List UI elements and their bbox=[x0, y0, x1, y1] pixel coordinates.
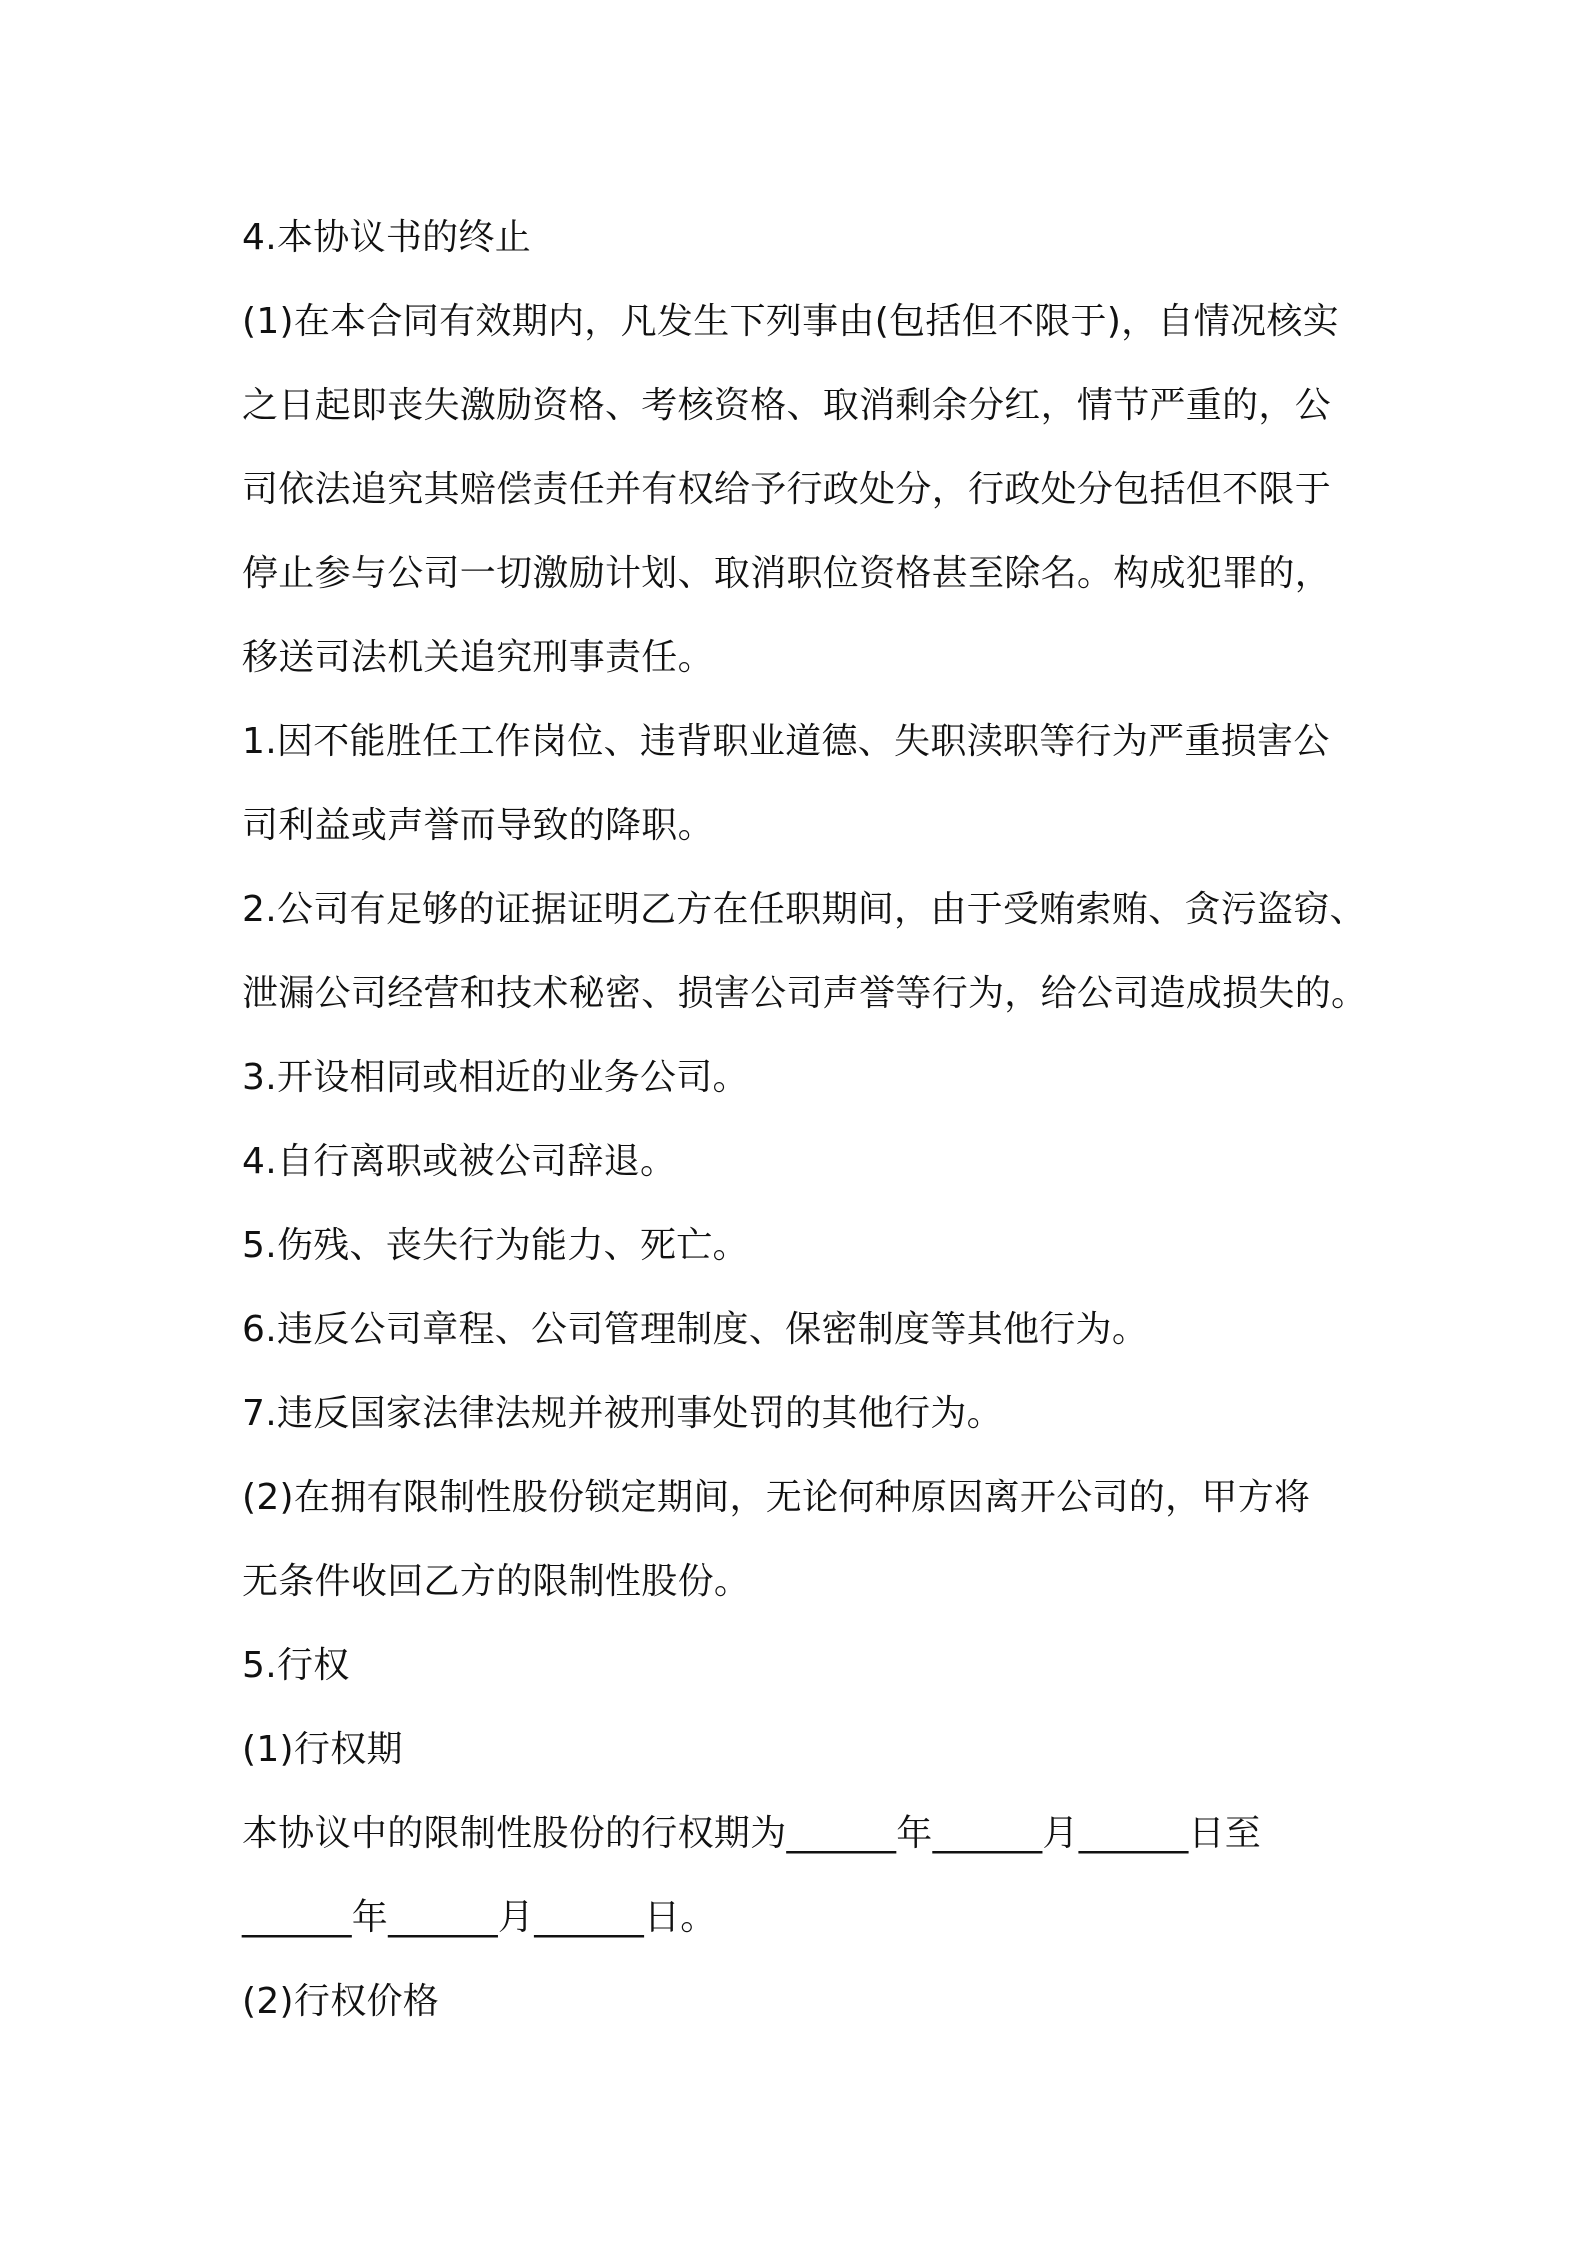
section-heading-exercise: 5.行权 bbox=[242, 1645, 350, 1686]
paragraph-line: 无条件收回乙方的限制性股份。 bbox=[242, 1561, 751, 1602]
list-item-line: 泄漏公司经营和技术秘密、损害公司声誉等行为，给公司造成损失的。 bbox=[242, 973, 1368, 1014]
paragraph-line: 移送司法机关追究刑事责任。 bbox=[242, 637, 714, 678]
paragraph-line: 停止参与公司一切激励计划、取消职位资格甚至除名。构成犯罪的， bbox=[242, 553, 1332, 594]
paragraph-line: (2)在拥有限制性股份锁定期间，无论何种原因离开公司的，甲方将 bbox=[242, 1477, 1311, 1518]
paragraph-line: ______年______月______日。 bbox=[242, 1897, 717, 1938]
paragraph-line: (1)在本合同有效期内，凡发生下列事由(包括但不限于)，自情况核实 bbox=[242, 301, 1339, 342]
subheading-exercise-price: (2)行权价格 bbox=[242, 1981, 440, 2022]
section-heading-termination: 4.本协议书的终止 bbox=[242, 217, 532, 258]
list-item-line: 5.伤残、丧失行为能力、死亡。 bbox=[242, 1225, 749, 1266]
list-item-line: 4.自行离职或被公司辞退。 bbox=[242, 1141, 677, 1182]
paragraph-line: 本协议中的限制性股份的行权期为______年______月______日至 bbox=[242, 1813, 1262, 1854]
paragraph-line: 司依法追究其赔偿责任并有权给予行政处分，行政处分包括但不限于 bbox=[242, 469, 1332, 510]
paragraph-line: 之日起即丧失激励资格、考核资格、取消剩余分红，情节严重的，公 bbox=[242, 385, 1332, 426]
list-item-line: 7.违反国家法律法规并被刑事处罚的其他行为。 bbox=[242, 1393, 1003, 1434]
list-item-line: 3.开设相同或相近的业务公司。 bbox=[242, 1057, 749, 1098]
document-body bbox=[242, 196, 1368, 2044]
list-item-line: 司利益或声誉而导致的降职。 bbox=[242, 805, 714, 846]
list-item-line: 1.因不能胜任工作岗位、违背职业道德、失职渎职等行为严重损害公 bbox=[242, 721, 1330, 762]
subheading-exercise-period: (1)行权期 bbox=[242, 1729, 403, 1770]
list-item-line: 2.公司有足够的证据证明乙方在任职期间，由于受贿索贿、贪污盗窃、 bbox=[242, 889, 1366, 930]
list-item-line: 6.违反公司章程、公司管理制度、保密制度等其他行为。 bbox=[242, 1309, 1149, 1350]
